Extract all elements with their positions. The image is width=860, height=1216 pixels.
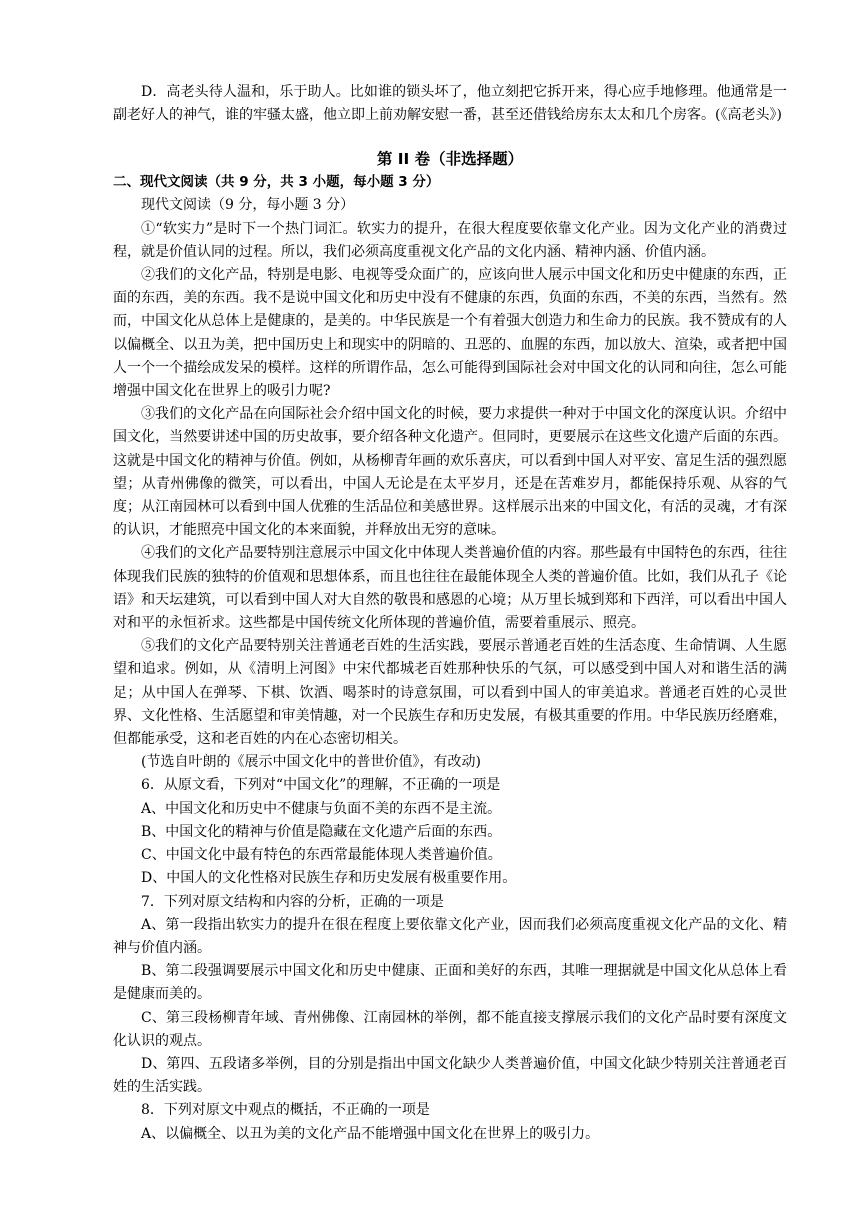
- passage-paragraph-3: ③我们的文化产品在向国际社会介绍中国文化的时候，要力求提供一种对于中国文化的深度认识。介绍中国文化，当然要讲述中国的历史故事，要介绍各种文化遗产。但同时，更要展示在这些文化遗产后面的东西。这就是中国文化的精神与价值。例如，从杨柳青年画的欢乐喜庆，可以看到中国人对平安、富足生活的强烈愿望；从青州佛像的微笑，可以看出，中国人无论是在太平岁月，还是在苦难岁月，都能保持乐观、从容的气度；从江南园林可以看到中国人优雅的生活品位和美感世界。这样展示出来的中国文化，有活的灵魂，才有深的认识，才能照亮中国文化的本来面貌，并释放出无穷的意味。: [113, 406, 787, 539]
- option-b: B、中国文化的精神与价值是隐藏在文化遗产后面的东西。: [141, 823, 502, 840]
- passage-paragraph-4: ④我们的文化产品要特别注意展示中国文化中体现人类普遍价值的内容。那些最有中国特色的东西，往往体现我们民族的独特的价值观和思想体系，而且也往往在最能体现全人类的普遍价值。比如，我们从孔子《论语》和天坛建筑，可以看到中国人对大自然的敬畏和感恩的心境；从万里长城到郑和下西洋，可以看出中国人对和平的永恒祈求。这些都是中国传统文化所体现的普遍价值，需要着重展示、照亮。: [113, 545, 787, 632]
- option-c: C、第三段杨柳青年域、青州佛像、江南园林的举例，都不能直接支撑展示我们的文化产品时要有深度文化认识的观点。: [113, 1009, 787, 1049]
- option-c: C、中国文化中最有特色的东西常最能体现人类普遍价值。: [141, 847, 502, 864]
- section-title: 第 II 卷（非选择题）: [376, 150, 524, 169]
- exam-page: [113, 81, 787, 1146]
- part-two-heading: 二、现代文阅读（共 9 分，共 3 小题，每小题 3 分）: [113, 174, 440, 191]
- question-stem: 8．下列对原文中观点的概括，不正确的一项是: [141, 1102, 430, 1119]
- passage-paragraph-1: ①“软实力”是时下一个热门词汇。软实力的提升，在很大程度要依靠文化产业。因为文化产业的消费过程，就是价值认同的过程。所以，我们必须高度重视文化产品的文化内涵、精神内涵、价值内涵。: [113, 220, 787, 260]
- question-8: [113, 1099, 787, 1145]
- reading-intro: 现代文阅读（9 分，每小题 3 分）: [141, 197, 355, 214]
- reading-passage: [113, 218, 787, 752]
- question-stem: 6．从原文看，下列对“中国文化”的理解，不正确的一项是: [141, 777, 501, 794]
- question-6: [113, 774, 787, 890]
- option-d: D、第四、五段诸多举例，目的分别是指出中国文化缺少人类普遍价值，中国文化缺少特别关注普通老百姓的生活实践。: [113, 1055, 787, 1096]
- question-7: [113, 891, 787, 1100]
- passage-paragraph-5: ⑤我们的文化产品要特别关注普通老百姓的生活实践，要展示普通老百姓的生活态度、生命情调、人生愿望和追求。例如，从《清明上河图》中宋代都城老百姓那种快乐的气氛，可以感受到中国人对和谐生活的满足；从中国人在弹琴、下棋、饮酒、喝茶时的诗意氛围，可以看到中国人的审美追求。普通老百姓的心灵世界、文化性格、生活愿望和审美情趣，对一个民族生存和历史发展，有极其重要的作用。中华民族历经磨难，但都能承受，这和老百姓的内在心态密切相关。: [113, 638, 787, 748]
- source-note: (节选自叶朗的《展示中国文化中的普世价值》，有改动): [141, 754, 481, 771]
- option-a: A、第一段指出软实力的提升在很在程度上要依靠文化产业，因而我们必须高度重视文化产品的文化、精神与价值内涵。: [113, 916, 787, 956]
- option-a: A、中国文化和历史中不健康与负面不美的东西不是主流。: [141, 800, 502, 817]
- option-a: A、以偏概全、以丑为美的文化产品不能增强中国文化在世界上的吸引力。: [141, 1125, 600, 1142]
- passage-paragraph-2: ②我们的文化产品，特别是电影、电视等受众面广的，应该向世人展示中国文化和历史中健康的东西，正面的东西，美的东西。我不是说中国文化和历史中没有不健康的东西，负面的东西，不美的东西，当然有。然而，中国文化从总体上是健康的，是美的。中华民族是一个有着强大创造力和生命力的民族。我不赞成有的人以偏概全、以丑为美，把中国历史上和现实中的阴暗的、丑恶的、血腥的东西，加以放大、渲染，或者把中国人一个一个描绘成发呆的模样。这样的所谓作品，怎么可能得到国际社会对中国文化的认同和向往，怎么可能增强中国文化在世界上的吸引力呢?: [113, 267, 787, 400]
- previous-question-option-d: D．高老头待人温和，乐于助人。比如谁的锁头坏了，他立刻把它拆开来，得心应手地修理。他通常是一副老好人的神气，谁的牢骚太盛，他立即上前劝解安慰一番，甚至还借钱给房东太太和几个房客。(《高老头》): [113, 84, 787, 124]
- option-b: B、第二段强调要展示中国文化和历史中健康、正面和美好的东西，其唯一理据就是中国文化从总体上看是健康而美的。: [113, 963, 787, 1003]
- question-stem: 7．下列对原文结构和内容的分析，正确的一项是: [141, 893, 444, 910]
- option-d: D、中国人的文化性格对民族生存和历史发展有极重要作用。: [141, 870, 517, 887]
